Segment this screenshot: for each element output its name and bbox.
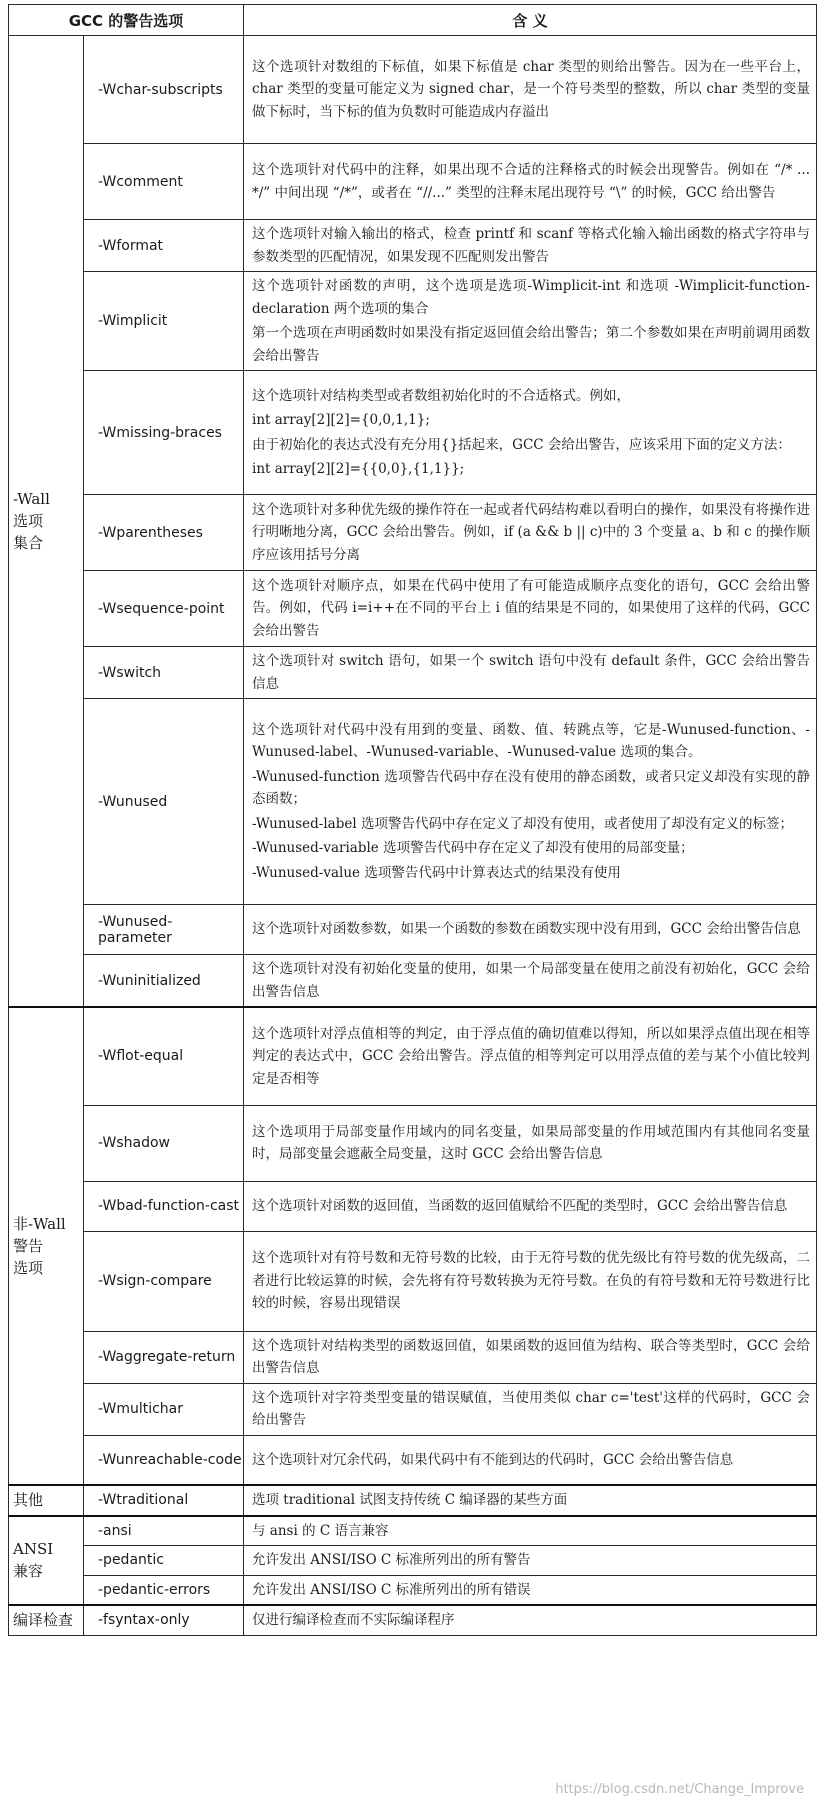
option-description: [244, 1485, 817, 1516]
description-text: 仅进行编译检查而不实际编译程序: [252, 1612, 455, 1628]
option-name: -Wchar-subscripts: [84, 36, 244, 144]
table-row: [9, 1435, 817, 1485]
option-description: [244, 1383, 817, 1435]
option-description: [244, 955, 817, 1008]
table-row: [9, 647, 817, 699]
group-name-line: 兼容: [13, 1562, 44, 1581]
watermark-url: https://blog.csdn.net/Change_Improve: [555, 1782, 804, 1797]
description-text: 这个选项针对结构类型或者数组初始化时的不合适格式。例如，: [252, 387, 630, 404]
option-description: [244, 1516, 817, 1546]
description-text: 这个选项针对函数的声明，这个选项是选项-Wimplicit-int 和选项 -Wimplicit-function-declaration 两个选项的集合: [252, 278, 810, 317]
description-text: 这个选项针对函数的返回值，当函数的返回值赋给不匹配的类型时，GCC 会给出警告信息: [252, 1197, 788, 1214]
table-row: [9, 1575, 817, 1605]
table-row: [9, 905, 817, 955]
group-name-line: 其他: [13, 1491, 44, 1510]
description-text: 这个选项针对输入输出的格式，检查 printf 和 scanf 等格式化输入输出函数的格式字符串与参数类型的匹配情况，如果发现不匹配则发出警告: [252, 226, 810, 265]
option-name: -Wbad-function-cast: [84, 1181, 244, 1231]
description-text: -Wunused-variable 选项警告代码中存在定义了却没有使用的局部变量；: [252, 840, 694, 857]
option-name: -Wflot-equal: [84, 1007, 244, 1105]
option-description: [244, 1231, 817, 1331]
option-name: -Wmissing-braces: [84, 371, 244, 495]
description-text: 允许发出 ANSI/ISO C 标准所列出的所有警告: [252, 1552, 531, 1568]
option-description: [244, 1546, 817, 1576]
group-name-line: 选项: [13, 1259, 44, 1277]
option-description: [244, 1181, 817, 1231]
description-text: 这个选项针对 switch 语句，如果一个 switch 语句中没有 default 条件，GCC 会给出警告信息: [252, 653, 810, 692]
group-cell-other: [9, 1485, 84, 1516]
table-row: [9, 36, 817, 144]
table-row: [9, 495, 817, 571]
description-text: 允许发出 ANSI/ISO C 标准所列出的所有错误: [252, 1581, 531, 1598]
option-name: -ansi: [84, 1516, 244, 1546]
description-text: 这个选项针对冗余代码，如果代码中有不能到达的代码时，GCC 会给出警告信息: [252, 1451, 734, 1468]
option-name: -Wsequence-point: [84, 571, 244, 647]
option-name: -Wparentheses: [84, 495, 244, 571]
option-name: -Wformat: [84, 220, 244, 272]
table-row: [9, 1007, 817, 1105]
option-description: [244, 1007, 817, 1105]
option-description: [244, 495, 817, 571]
table-row: [9, 1181, 817, 1231]
option-description: [244, 371, 817, 495]
option-name: -pedantic-errors: [84, 1575, 244, 1605]
option-name: -Wunused: [84, 699, 244, 905]
table-row: [9, 1485, 817, 1516]
gcc-warning-options-table: [8, 4, 817, 1636]
option-description: [244, 36, 817, 144]
option-description: [244, 1105, 817, 1181]
option-name: -pedantic: [84, 1546, 244, 1576]
table-row: [9, 220, 817, 272]
group-name-line: 非-Wall: [13, 1215, 66, 1233]
option-name: -Wunused-parameter: [84, 905, 244, 955]
option-description: [244, 905, 817, 955]
description-text: 这个选项针对有符号数和无符号数的比较，由于无符号数的优先级比有符号数的优先级高，二者进行比较运算的时候，会先将有符号数转换为无符号数。在负的有符号数和无符号数进行比较的时候，容易出现错误: [252, 1250, 810, 1312]
description-text: -Wunused-label 选项警告代码中存在定义了却没有使用，或者使用了却没有定义的标签；: [252, 815, 793, 832]
description-text: 这个选项针对数组的下标值，如果下标值是 char 类型的则给出警告。因为在一些平台上，char 类型的变量可能定义为 signed char，是一个符号类型的整数，所以 char 类型的变量做下标时，当下标的值为负数时可能造成内存溢出: [252, 58, 810, 120]
option-name: -Wtraditional: [84, 1485, 244, 1516]
group-name-line: 警告: [13, 1237, 44, 1255]
table-row: [9, 144, 817, 220]
option-description: [244, 1435, 817, 1485]
table-row: [9, 1516, 817, 1546]
group-cell-wall: [9, 36, 84, 1008]
description-text: 这个选项针对浮点值相等的判定，由于浮点值的确切值难以得知，所以如果浮点值出现在相等判定的表达式中，GCC 会给出警告。浮点值的相等判定可以用浮点值的差与某个小值比较判定是否相等: [252, 1025, 810, 1087]
table-row: [9, 1546, 817, 1576]
table-row: [9, 1231, 817, 1331]
option-description: [244, 1331, 817, 1383]
description-text: -Wunused-value 选项警告代码中计算表达式的结果没有使用: [252, 864, 621, 881]
description-text: 由于初始化的表达式没有充分用{}括起来，GCC 会给出警告，应该采用下面的定义方法：: [252, 436, 791, 453]
option-name: -Wcomment: [84, 144, 244, 220]
description-text: -Wunused-function 选项警告代码中存在没有使用的静态函数，或者只定义却没有实现的静态函数；: [252, 768, 810, 808]
table-row: [9, 1105, 817, 1181]
table-row: [9, 699, 817, 905]
option-name: -Wunreachable-code: [84, 1435, 244, 1485]
group-name-line: 选项: [13, 512, 44, 530]
option-name: -Waggregate-return: [84, 1331, 244, 1383]
option-description: [244, 220, 817, 272]
group-name-line: 编译检查: [13, 1611, 74, 1630]
group-name-line: 集合: [13, 534, 44, 552]
table-row: [9, 1383, 817, 1435]
option-name: -fsyntax-only: [84, 1605, 244, 1635]
code-example: int array[2][2]={{0,0},{1,1}};: [252, 461, 465, 477]
option-description: [244, 699, 817, 905]
gcc-warning-options-table-page: [8, 4, 816, 1636]
description-text: 这个选项针对没有初始化变量的使用，如果一个局部变量在使用之前没有初始化，GCC 会给出警告信息: [252, 961, 810, 1000]
table-row: [9, 1605, 817, 1635]
group-name-line: -Wall: [13, 490, 50, 508]
description-text: 这个选项针对代码中的注释，如果出现不合适的注释格式的时候会出现警告。例如在 “/* ... */” 中间出现 “/*”，或者在 “//...” 类型的注释末尾出现符号 “\” 的时候，GCC 给出警告: [252, 162, 810, 201]
description-text: 这个选项针对函数参数，如果一个函数的参数在函数实现中没有用到，GCC 会给出警告信息: [252, 921, 801, 938]
description-text: 这个选项针对结构类型的函数返回值，如果函数的返回值为结构、联合等类型时，GCC 会给出警告信息: [252, 1337, 810, 1376]
description-text: 这个选项用于局部变量作用域内的同名变量，如果局部变量的作用域范围内有其他同名变量时，局部变量会遮蔽全局变量，这时 GCC 会给出警告信息: [252, 1123, 810, 1162]
option-name: -Wimplicit: [84, 272, 244, 371]
header-option: GCC 的警告选项: [9, 5, 244, 36]
group-cell-ansi: [9, 1516, 84, 1606]
group-cell-non-wall: [9, 1007, 84, 1485]
option-name: -Wmultichar: [84, 1383, 244, 1435]
table-row: [9, 1331, 817, 1383]
header-meaning: 含 义: [244, 5, 817, 36]
description-text: 这个选项针对顺序点，如果在代码中使用了有可能造成顺序点变化的语句，GCC 会给出警告。例如，代码 i=i++在不同的平台上 i 值的结果是不同的，如果使用了这样的代码，GCC 会给出警告: [252, 577, 810, 639]
option-name: -Wshadow: [84, 1105, 244, 1181]
description-text: 这个选项针对代码中没有用到的变量、函数、值、转跳点等，它是-Wunused-function、-Wunused-label、-Wunused-variable、-Wunused-value 选项的集合。: [252, 721, 810, 761]
option-name: -Wswitch: [84, 647, 244, 699]
option-name: -Wuninitialized: [84, 955, 244, 1008]
option-description: [244, 144, 817, 220]
group-cell-compile-check: [9, 1605, 84, 1635]
option-description: [244, 272, 817, 371]
group-name-line: ANSI: [13, 1540, 54, 1559]
table-row: [9, 272, 817, 371]
option-description: [244, 647, 817, 699]
description-text: 这个选项针对多种优先级的操作符在一起或者代码结构难以看明白的操作，如果没有将操作进行明晰地分离，GCC 会给出警告。例如，if (a && b || c)中的 3 个变量 a、b 和 c 的操作顺序应该用括号分离: [252, 501, 810, 563]
table-row: [9, 371, 817, 495]
table-row: [9, 955, 817, 1008]
description-text: 第一个选项在声明函数时如果没有指定返回值会给出警告；第二个参数如果在声明前调用函数会给出警告: [252, 325, 810, 364]
code-example: int array[2][2]={0,0,1,1};: [252, 412, 430, 428]
option-description: [244, 571, 817, 647]
option-description: [244, 1605, 817, 1635]
option-name: -Wsign-compare: [84, 1231, 244, 1331]
table-row: [9, 571, 817, 647]
description-text: 这个选项针对字符类型变量的错误赋值，当使用类似 char c='test'这样的代码时，GCC 会给出警告: [252, 1389, 810, 1428]
description-text: 选项 traditional 试图支持传统 C 编译器的某些方面: [252, 1492, 568, 1508]
option-description: [244, 1575, 817, 1605]
description-text: 与 ansi 的 C 语言兼容: [252, 1522, 389, 1539]
table-header-row: [9, 5, 817, 36]
